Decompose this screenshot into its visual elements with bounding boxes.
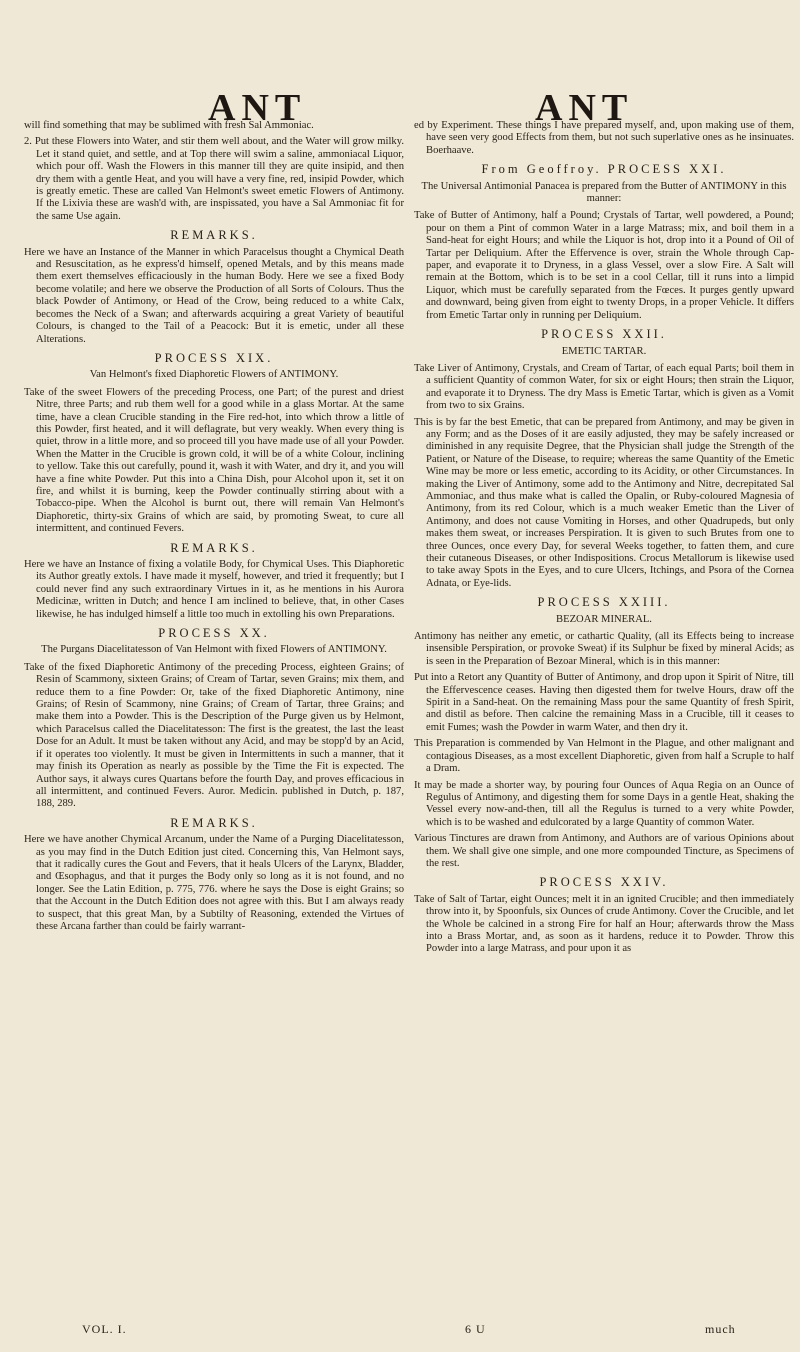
running-head-left: ANT [208,87,307,129]
paragraph: Antimony has neither any emetic, or cathartic Quality, (all its Effects being to increase insensible Perspiration, or provoke Sweat) if its Sulphur be fixed by mineral Acids; as is seen in the Preparation of Bezoar Mineral, which is in this manner: [414,631,794,667]
section-heading: PROCESS XXIV. [539,875,669,890]
paragraph: Take Liver of Antimony, Crystals, and Cream of Tartar, of each equal Parts; boil them in a sufficient Quantity of common Water, for six or eight Hours; then strain the Liquor, and evaporate it to Dryness. The dry Mass is Emetic Tartar, which is given as a Vomit from two to six Grains. [414,362,794,412]
signature-mark: 6 U [465,1322,486,1336]
volume-number: VOL. I. [82,1322,127,1336]
process-title: EMETIC TARTAR. [561,345,647,357]
section-heading: REMARKS. [170,815,258,830]
paragraph: It may be made a shorter way, by pouring four Ounces of Aqua Regia on an Ounce of Regulus of Antimony, and digesting them for some Days in a gentle Heat, shaking the Vessel every now-and-then, till all the Regulus is turned to a very white Powder, which is to be washed and edulcorated by a large Quantity of common Water. [414,779,794,828]
paragraph: This Preparation is commended by Van Helmont in the Plague, and other malignant and contagious Diseases, as a most excellent Diaphoretic, given from half a Scruple to half a Dram. [414,738,794,775]
right-column [414,120,794,960]
section-heading: From Geoffroy. PROCESS XXI. [481,162,727,177]
section-heading: PROCESS XXII. [541,327,667,342]
paragraph: Take of the fixed Diaphoretic Antimony of the preceding Process, eighteen Grains; of Resin of Scammony, sixteen Grains; of Cream of Tartar, seven Grains; mix them, and reduce them to a fine Powder: Or, take of the fixed Diaphoretic Antimony, nine Grains; of Resin of Scammony, nine Grains; of Cream of Tartar, three Grains; and make them into a Powder. This is the Description of the Purge given us by Helmont, which Paracelsus called the Diacelitatesson: The first is the greatest, the last the least Dose for an Adult. It must be taken without any Acid, and may be stopp'd by an Acid, if it operates too violently. It must be given in Intermittents in such a manner, that it may finish its Operation as nearly as possible by the Time the Fit is expected. The Author says, it always cures Quartans before the fourth Day, and proves efficacious in all intermittent, and continued Fevers. Auror. Medicin. published in Dutch, p. 187, 188, 289. [24,661,404,810]
paragraph: Put into a Retort any Quantity of Butter of Antimony, and drop upon it Spirit of Nitre, till the Effervescence ceases. Having then digested them for twelve Hours, draw off the Spirit in a Sand-heat. On the remaining Mass pour the same Quantity of fresh Spirit, and distil as before. Then calcine the remaining Mass in a Crucible, till it ceases to emit Fumes; wash the Powder in warm Water, and then dry it. [414,672,794,733]
process-title: BEZOAR MINERAL. [556,613,652,625]
catchword: much [705,1322,736,1336]
paragraph: Here we have another Chymical Arcanum, under the Name of a Purging Diacelitatesson, as you may find in the Dutch Edition just cited. Concerning this, Van Helmont says, that it radically cures the Gout and Fevers, that it heals Ulcers of the Larynx, Bladder, and Œsophagus, and that it purges the Body only so long as it is not found, and no longer. See the Latin Edition, p. 775, 776. where he says the Dose is eight Grains; so that the Account in the Dutch Edition does not agree with this. But I am always ready to suspect, that this great Man, by a Subtilty of Reasoning, extended the Virtues of these Arcana farther than could be fairly warrant- [24,834,404,932]
paragraph: Take of Butter of Antimony, half a Pound; Crystals of Tartar, well powdered, a Pound; pour on them a Pint of common Water in a large Matrass; mix, and boil them in a Sand-heat for eight Hours; and while the Liquor is hot, drop into it a Pound of Oil of Tartar per Deliquium. After the Effervence is over, strain the Whole through Cap-paper, and evaporate it to Dryness, in a glass Vessel, over a slow Fire. A Salt will remain at the Bottom, which is to be set in a cool Cellar, till it runs into a limpid Liquor, which must be carefully separated from the Fœces. It purges gently upward and downward, being given from eight to twenty Drops, in a proper Vehicle. It differs from Emetic Tartar only in running per Deliquium. [414,210,794,321]
paragraph: Here we have an Instance of fixing a volatile Body, for Chymical Uses. This Diaphoretic its Author greatly extols. I have made it myself, however, and tried it frequently; but I could never find any such extraordinary Virtues in it, as he mentions in his Aurora Medicinæ, written in Dutch; and hence I am inclined to believe, that, in other Cases likewise, he has indulged himself a little too much in extolling his own Preparations. [24,559,404,620]
paragraph: 2. Put these Flowers into Water, and stir them well about, and the Water will grow milky. Let it stand quiet, and settle, and at Top there will swim a saline, ammoniacal Liquor, which pour off. Wash the Flowers in this manner till they are quite insipid, and then dry them with a gentle Heat, and you will have a very fine, red, insipid Powder, which is greatly emetic. These are called Van Helmont's sweet emetic Flowers of Antimony. If the Lixivia these are wash'd with, are inspissated, you have a Sal Ammoniac fit for the same Use again. [24,136,404,222]
section-heading: REMARKS. [170,540,258,555]
process-title: The Universal Antimonial Panacea is prepared from the Butter of ANTIMONY in this manner: [421,180,787,205]
paragraph: Take of the sweet Flowers of the preceding Process, one Part; of the purest and driest Nitre, three Parts; and rub them well for a good while in a glass Mortar. At the same time, have a clean Crucible standing in the Fire red-hot, into which throw a little of this Powder, first heated, and it will deflagrate, but very weakly. When every thing is quiet, throw in a little more, and so proceed till you have made use of all your Powder. When the Matter in the Crucible is grown cold, it will be of a white Colour, inclining to yellow. Take this out carefully, pound it, wash it with Water, and dry it, and you will have a fine white Powder. Put this into a China Dish, pour Alcohol upon it, set it on fire, and whilst it is burning, keep the Powder continually stirring about with a Tobacco-pipe. When the Alcohol is burnt out, there will remain Van Helmont's Diaphoretic, thirty-six Grains of which are said, by promoting Sweat, to cure all intermittent, and continued Fevers. [24,386,404,535]
running-head-right: ANT [535,87,634,129]
section-heading: PROCESS XIX. [154,350,274,365]
section-heading: PROCESS XXIII. [537,595,671,610]
paragraph: This is by far the best Emetic, that can be prepared from Antimony, and may be given in any Form; and as the Doses of it are easily adjusted, they may be safely increased or diminished in any requisite Degree, that the Physician shall judge the Strength of the Patient, or Nature of the Disease, to require; whereas the same Quantity of the Emetic Wine may be more or less emetic, according to its Acidity, or other Circumstances. In making the Liver of Antimony, some add to the Antimony and Nitre, decrepitated Sal Ammoniac, and thus make what is called the Opalin, or Ruby-coloured Magnesia of Antimony, from its red Colour, which is a much weaker Emetic than the Liver of Antimony, and does not cause Vomiting in Horses, and other Quadrupeds, but only makes them sweat, or increases Perspiration. It is given to such Brutes from one to three Ounces, once every Day, for several Weeks together, to fatten them, and cure their cutaneous Diseases, or other Indispositions. Crocus Metallorum is likewise used to take away Spots in the Eyes, and to cure Ulcers, Itchings, and Psora of the Cornea Adnata, or Eye-lids. [414,416,794,589]
process-title: Van Helmont's fixed Diaphoretic Flowers of ANTIMONY. [89,369,339,381]
section-heading: REMARKS. [170,228,258,243]
process-title: The Purgans Diacelitatesson of Van Helmont with fixed Flowers of ANTIMONY. [41,644,387,656]
paragraph: Take of Salt of Tartar, eight Ounces; melt it in an ignited Crucible; and then immediately throw into it, by Spoonfuls, six Ounces of crude Antimony. Cover the Crucible, and let the Whole be calcined in a strong Fire for half an Hour; afterwards throw the Mass into a Brass Mortar, and, as soon as it hardens, reduce it to Powder. Throw this Powder into a large Matrass, and pour upon it as [414,893,794,955]
section-heading: PROCESS XX. [158,626,270,641]
left-column [24,120,404,937]
paragraph: ed by Experiment. These things I have prepared myself, and, upon making use of them, have seen very good Effects from them, but not such superlative ones as he insinuates. Boerhaave. [414,120,794,156]
paragraph: Here we have an Instance of the Manner in which Paracelsus thought a Chymical Death and Resuscitation, as he express'd himself, opened Metals, and by this means made them exert themselves efficaciously in the human Body. Here we see a fixed Body become volatile; and here we observe the Production of all Sorts of Colours. Thus the black Powder of Antimony, or Head of the Crow, being reduced to a white Calx, becomes the Neck of a Swan; and afterwards acquiring a great Variety of beautiful Colours, is changed to the Tail of a Peacock: But it is emetic, under all these Alterations. [24,246,404,345]
paragraph: will find something that may be sublimed with fresh Sal Ammoniac. [24,120,314,131]
paragraph: Various Tinctures are drawn from Antimony, and Authors are of various Opinions about them. We shall give one simple, and one more compounded Tincture, as Specimens of the rest. [414,833,794,869]
